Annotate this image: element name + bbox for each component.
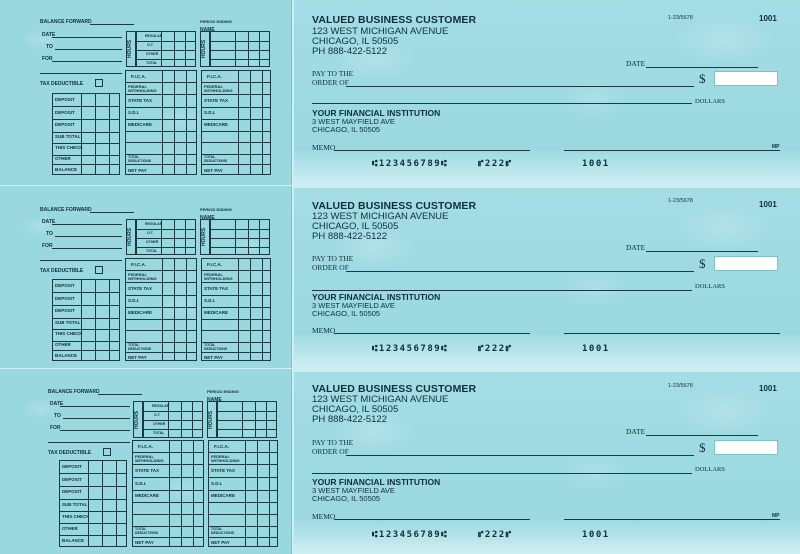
extra-line[interactable] [48,442,130,443]
hours-table-2 [210,31,270,67]
dollars-label: DOLLARS [695,283,725,290]
check-number: 1001 [759,384,777,393]
company-address-2: CHICAGO, IL 50505 [312,36,399,47]
period-ending-label: PERIOD ENDING [207,389,240,394]
balance-forward-label: BALANCE FORWARD [40,207,92,213]
fraction-code: 1-23/5678 [668,383,693,389]
micr-routing: ⑈222⑈ [478,530,513,540]
company-address-2: CHICAGO, IL 50505 [312,221,399,232]
tax-deductible-label: TAX DEDUCTIBLE [40,268,84,274]
company-address-1: 123 WEST MICHIGAN AVENUE [312,26,449,37]
date-line[interactable] [646,67,758,68]
check-1 [294,0,800,185]
date-line[interactable] [646,251,758,252]
tax-deductible-checkbox[interactable] [95,79,103,87]
to-label: TO [46,231,53,237]
memo-line[interactable] [334,333,530,334]
balance-forward-line[interactable] [90,24,134,25]
hours-table-2 [210,219,270,255]
amount-box[interactable] [714,256,778,271]
memo-line[interactable] [334,150,530,151]
micr-account: ⑆123456789⑆ [372,344,449,354]
register-table: DEPOSIT DEPOSIT DEPOSIT SUB TOTAL THIS CHECK OTHER BALANCE [59,460,127,547]
bank-address-1: 3 WEST MAYFIELD AVE [312,117,395,126]
tax-deductible-checkbox[interactable] [95,266,103,274]
register-table: DEPOSIT DEPOSIT DEPOSIT SUB TOTAL THIS CHECK OTHER BALANCE [52,279,120,361]
memo-label: MEMO [312,143,336,152]
check-stub-2 [0,186,292,368]
date-label: DATE [626,59,646,68]
payee-line[interactable] [346,86,694,87]
amount-box[interactable] [714,71,778,86]
dollars-label: DOLLARS [695,466,725,473]
order-of-label: ORDER OF [312,263,349,272]
balance-forward-label: BALANCE FORWARD [40,19,92,25]
date-line[interactable] [52,37,122,38]
dollar-sign: $ [699,256,706,271]
check-stub-1 [0,0,292,185]
written-amount-line[interactable] [312,103,692,104]
company-phone: PH 888-422-5122 [312,414,387,425]
mp-label: MP [772,144,780,150]
micr-routing: ⑈222⑈ [478,344,513,354]
for-label: FOR [50,425,61,431]
deductions-table-2: F.I.C.A. FEDERAL WITHHOLDING STATE TAX S.D.I. MEDICARE TOTAL DEDUCTIONS NET PAY [201,70,271,175]
dollar-sign: $ [699,71,706,86]
mp-label: MP [772,513,780,519]
for-line[interactable] [52,248,122,249]
hours-label: HOURS [126,31,136,67]
extra-line[interactable] [40,260,122,261]
deductions-table: F.I.C.A. FEDERAL WITHHOLDING STATE TAX S.D.I. MEDICARE TOTAL DEDUCTIONS NET PAY [132,440,204,547]
date-line[interactable] [646,435,758,436]
dollar-sign: $ [699,440,706,455]
company-name: VALUED BUSINESS CUSTOMER [312,383,477,395]
amount-box[interactable] [714,440,778,455]
dollars-label: DOLLARS [695,98,725,105]
date-label: DATE [42,32,56,38]
date-label: DATE [626,243,646,252]
balance-forward-line[interactable] [98,394,142,395]
bank-address-2: CHICAGO, IL 50505 [312,309,381,318]
order-of-label: ORDER OF [312,78,349,87]
to-line[interactable] [63,418,130,419]
memo-line[interactable] [334,519,530,520]
date-label: DATE [42,219,56,225]
for-label: FOR [42,243,53,249]
micr-account: ⑆123456789⑆ [372,530,449,540]
fraction-code: 1-23/5678 [668,198,693,204]
micr-account: ⑆123456789⑆ [372,159,449,169]
micr-check-number: 1001 [582,344,610,354]
company-name: VALUED BUSINESS CUSTOMER [312,14,477,26]
to-line[interactable] [55,49,122,50]
company-phone: PH 888-422-5122 [312,46,387,57]
signature-line[interactable] [564,150,780,151]
name-label: NAME [207,397,222,403]
date-line[interactable] [60,406,130,407]
check-stub-3 [0,369,292,554]
written-amount-line[interactable] [312,290,692,291]
period-ending-label: PERIOD ENDING [200,19,233,24]
hours-label-2: HOURS [200,31,210,67]
signature-line[interactable] [564,519,780,520]
bank-address-1: 3 WEST MAYFIELD AVE [312,301,395,310]
hours-label: HOURS [126,219,136,255]
company-name: VALUED BUSINESS CUSTOMER [312,200,477,212]
check-2 [294,188,800,368]
company-address-1: 123 WEST MICHIGAN AVENUE [312,394,449,405]
company-address-2: CHICAGO, IL 50505 [312,404,399,415]
deductions-table: F.I.C.A. FEDERAL WITHHOLDING STATE TAX S.D.I. MEDICARE TOTAL DEDUCTIONS NET PAY [125,70,197,175]
date-label: DATE [50,401,64,407]
bank-address-1: 3 WEST MAYFIELD AVE [312,486,395,495]
bank-address-2: CHICAGO, IL 50505 [312,494,381,503]
pay-to-label: PAY TO THE [312,254,354,263]
hours-label-2: HOURS [207,401,217,438]
deductions-table: F.I.C.A. FEDERAL WITHHOLDING STATE TAX S.D.I. MEDICARE TOTAL DEDUCTIONS NET PAY [125,258,197,361]
balance-forward-line[interactable] [90,212,134,213]
hours-table: REGULAR O.T. OTHER TOTAL [143,401,203,438]
signature-line[interactable] [564,333,780,334]
for-line[interactable] [52,61,122,62]
date-label: DATE [626,427,646,436]
bank-name: YOUR FINANCIAL INSTITUTION [312,477,441,487]
check-number: 1001 [759,200,777,209]
pay-to-label: PAY TO THE [312,69,354,78]
memo-label: MEMO [312,326,336,335]
company-phone: PH 888-422-5122 [312,231,387,242]
name-label: NAME [200,27,215,33]
pay-to-label: PAY TO THE [312,438,354,447]
order-of-label: ORDER OF [312,447,349,456]
tax-deductible-label: TAX DEDUCTIBLE [48,450,92,456]
memo-label: MEMO [312,512,336,521]
for-line[interactable] [60,430,130,431]
hours-table-2 [217,401,277,438]
payee-line[interactable] [346,271,694,272]
micr-check-number: 1001 [582,159,610,169]
to-label: TO [54,413,61,419]
payee-line[interactable] [346,455,694,456]
hours-table: REGULAR O.T. OTHER TOTAL [136,31,196,67]
written-amount-line[interactable] [312,473,692,474]
for-label: FOR [42,56,53,62]
company-address-1: 123 WEST MICHIGAN AVENUE [312,211,449,222]
period-ending-label: PERIOD ENDING [200,207,233,212]
name-label: NAME [200,215,215,221]
to-line[interactable] [55,236,122,237]
micr-check-number: 1001 [582,530,610,540]
hours-table: REGULAR O.T. OTHER TOTAL [136,219,196,255]
bank-address-2: CHICAGO, IL 50505 [312,125,381,134]
micr-routing: ⑈222⑈ [478,159,513,169]
register-table: DEPOSIT DEPOSIT DEPOSIT SUB TOTAL THIS CHECK OTHER BALANCE [52,93,120,175]
balance-forward-label: BALANCE FORWARD [48,389,100,395]
tax-deductible-checkbox[interactable] [103,448,111,456]
check-number: 1001 [759,14,777,23]
date-line[interactable] [52,224,122,225]
hours-label-2: HOURS [200,219,210,255]
extra-line[interactable] [40,73,122,74]
hours-label: HOURS [133,401,143,438]
fraction-code: 1-23/5678 [668,15,693,21]
bank-name: YOUR FINANCIAL INSTITUTION [312,292,441,302]
tax-deductible-label: TAX DEDUCTIBLE [40,81,84,87]
bank-name: YOUR FINANCIAL INSTITUTION [312,108,441,118]
check-3 [294,372,800,554]
deductions-table-2: F.I.C.A. FEDERAL WITHHOLDING STATE TAX S.D.I. MEDICARE TOTAL DEDUCTIONS NET PAY [201,258,271,361]
deductions-table-2: F.I.C.A. FEDERAL WITHHOLDING STATE TAX S.D.I. MEDICARE TOTAL DEDUCTIONS NET PAY [208,440,278,547]
to-label: TO [46,44,53,50]
